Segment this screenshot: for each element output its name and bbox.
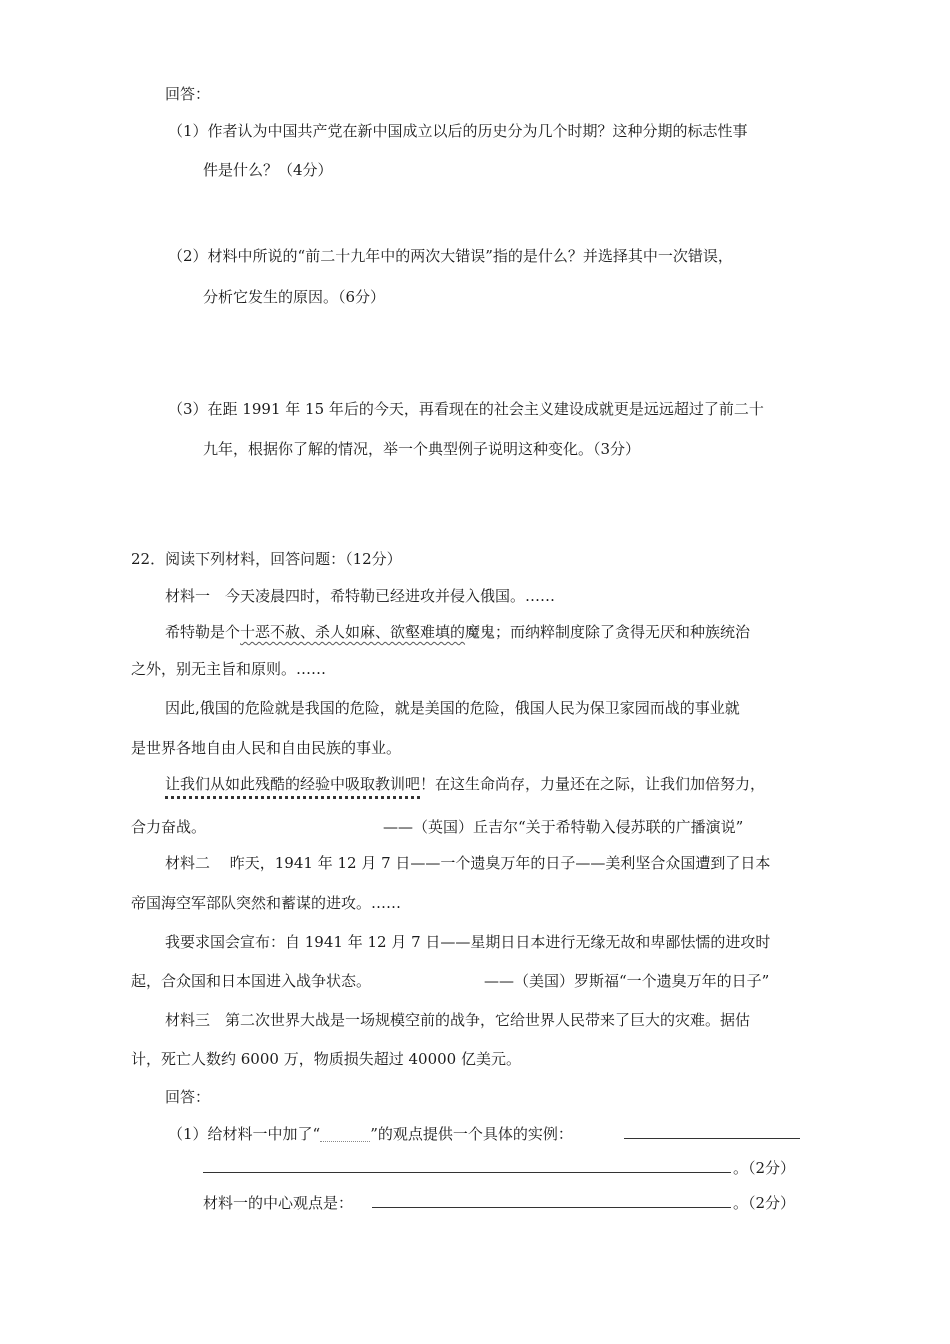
material1-para3-line2: 是世界各地自由人民和自由民族的事业。 <box>131 739 402 757</box>
q22-sub2-end: 。（2分） <box>733 1194 796 1212</box>
q22-sub2-pre: 材料一的中心观点是： <box>203 1194 354 1212</box>
q21-sub3-line2: 九年，根据你了解的情况，举一个典型例子说明这种变化。（3分） <box>203 440 641 458</box>
material1-para2-pre: 希特勒是个 <box>165 623 241 641</box>
material1-line1: 材料一 今天凌晨四时，希特勒已经进攻并侵入俄国。…… <box>165 587 556 605</box>
q21-sub2-line1: （2）材料中所说的“前二十九年中的两次大错误”指的是什么？并选择其中一次错误， <box>168 247 733 265</box>
q22-sub1-line1 <box>168 1124 573 1144</box>
material1-wavy-phrase: 十恶不赦、杀人如麻、欲壑难填的 <box>240 623 466 641</box>
wavy-mark-placeholder <box>320 1129 370 1142</box>
material2-para2-line2: 起，合众国和日本国进入战争状态。 <box>131 972 372 990</box>
material2-line1: 材料二 昨天，1941 年 12 月 7 日——一个遗臭万年的日子——美利坚合众国遭到了日本 <box>165 854 771 872</box>
q22-sub2-answer-blank[interactable] <box>372 1193 731 1208</box>
q22-sub1-answer-blank-1[interactable] <box>624 1124 800 1139</box>
material1-source: ——（英国）丘吉尔“关于希特勒入侵苏联的广播演说” <box>383 818 744 836</box>
q22-sub1-end: 。（2分） <box>733 1159 796 1177</box>
material1-para3-line1: 因此,俄国的危险就是我国的危险，就是美国的危险，俄国人民为保卫家园而战的事业就 <box>165 699 740 717</box>
q22-sub1-pre: （1）给材料一中加了“ <box>168 1125 321 1143</box>
q22-sub1-answer-blank-2[interactable] <box>203 1158 731 1173</box>
q22-answer-label: 回答： <box>165 1088 211 1106</box>
material3-line1: 材料三 第二次世界大战是一场规模空前的战争，它给世界人民带来了巨大的灾难。据估 <box>165 1011 751 1029</box>
q22-sub1-post: ”的观点提供一个具体的实例： <box>370 1125 573 1143</box>
material1-para4-line2: 合力奋战。 <box>131 818 207 836</box>
material3-line2: 计，死亡人数约 6000 万，物质损失超过 40000 亿美元。 <box>131 1050 521 1068</box>
q21-sub1-line1: （1）作者认为中国共产党在新中国成立以后的历史分为几个时期？这种分期的标志性事 <box>168 122 748 140</box>
q21-sub1-line2: 件是什么？（4分） <box>203 161 333 179</box>
q22-heading: 22．阅读下列材料，回答问题：（12分） <box>131 550 402 568</box>
material1-dotted-phrase: 让我们从如此残酷的经验中吸取教训吧 <box>165 775 421 793</box>
q21-answer-label: 回答： <box>165 85 211 103</box>
material2-para2-line1: 我要求国会宣布：自 1941 年 12 月 7 日——星期日日本进行无缘无故和卑鄙怯懦的进攻时 <box>165 933 771 951</box>
material1-para2-line2: 之外，别无主旨和原则。…… <box>131 660 327 678</box>
material1-para2-post: 魔鬼；而纳粹制度除了贪得无厌和种族统治 <box>465 623 751 641</box>
material1-para2-line1 <box>165 622 750 642</box>
material2-source: ——（美国）罗斯福“一个遗臭万年的日子” <box>484 972 770 990</box>
material1-para4-line1 <box>165 774 765 794</box>
material1-para4-post: ！在这生命尚存，力量还在之际，让我们加倍努力， <box>420 775 766 793</box>
q21-sub3-line1: （3）在距 1991 年 15 年后的今天，再看现在的社会主义建设成就更是远远超过了前二十 <box>168 400 764 418</box>
material2-line2: 帝国海空军部队突然和蓄谋的进攻。…… <box>131 894 402 912</box>
q21-sub2-line2: 分析它发生的原因。（6分） <box>203 288 386 306</box>
